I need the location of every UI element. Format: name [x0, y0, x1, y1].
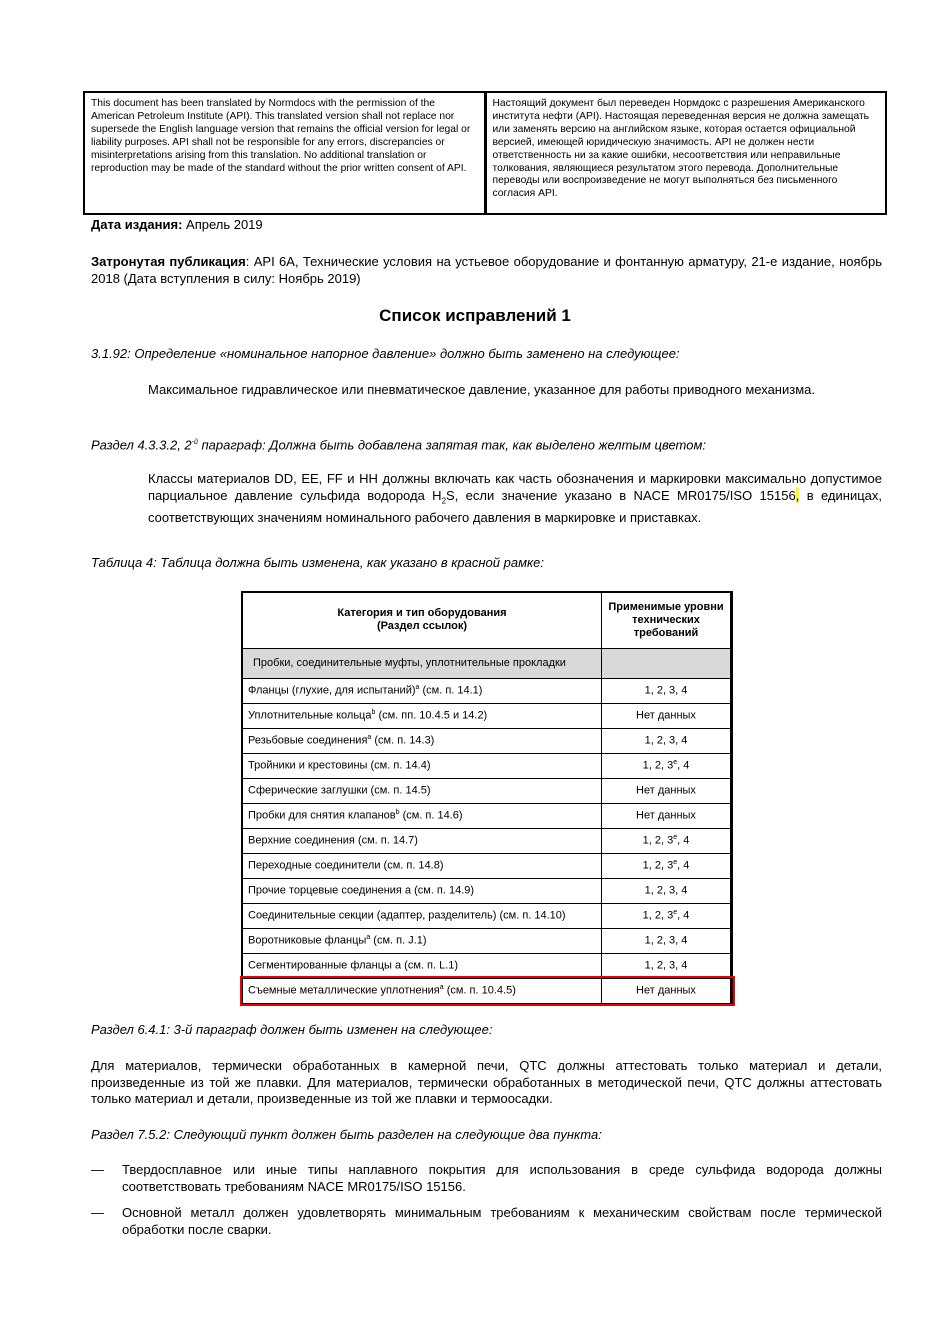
levels-cell	[602, 728, 732, 753]
footnote-mark: a	[415, 684, 420, 692]
group-label: Пробки, соединительные муфты, уплотнительные прокладки	[242, 648, 602, 678]
name-text: Прочие торцевые соединения а (см. п. 14.9)	[248, 884, 475, 897]
levels-text: Нет данных	[636, 784, 696, 797]
levels-footnote: e	[673, 909, 678, 917]
name-text: Воротниковые фланцы	[248, 934, 367, 947]
levels-text: 1, 2, 3	[642, 759, 674, 772]
affected-publication	[91, 254, 882, 287]
levels-footnote: e	[673, 859, 678, 867]
reference-text: (см. п. 14.6)	[399, 809, 463, 822]
section-heading: Таблица 4: Таблица должна быть изменена, как указано в красной рамке:	[91, 555, 544, 570]
table-row	[242, 803, 732, 828]
body-part: в единицах, соответствующих значениям номинального рабочего давления в маркировке и приставках.	[148, 487, 883, 525]
levels-text: Нет данных	[636, 984, 696, 997]
table-row	[242, 828, 732, 853]
table-row	[242, 678, 732, 703]
footnote-mark: b	[395, 809, 400, 817]
list-dash: —	[91, 1205, 104, 1220]
name-text: Фланцы (глухие, для испытаний)	[248, 684, 416, 697]
reference-text: (см. п. 10.4.5)	[443, 984, 516, 997]
table-row	[242, 728, 732, 753]
equipment-name	[242, 853, 602, 878]
equipment-table	[241, 591, 733, 1005]
publication-value: : API 6A, Технические условия на устьевое оборудование и фонтанную арматуру, 21-е издание, ноябрь 2018 (Дата вступления в силу: Ноябрь 2019)	[91, 254, 882, 286]
levels-cell	[602, 828, 732, 853]
section-body: Максимальное гидравлическое или пневматическое давление, указанное для работы приводного механизма.	[148, 382, 815, 397]
notice-russian: Настоящий документ был переведен Нормдокс с разрешения Американского института нефти (API). Настоящая переведенная версия не должна замещать или заменять версию на английском языке, которая остается официальной версией, имеющей юридическую значимость. API не должен нести ответственность ни за какие ошибки, несоответствия или неправильные толкования, являющиеся результатом этого перевода. Дополнительные переводы или воспроизведение не могут выполняться без письменного согласия API.	[484, 93, 886, 213]
levels-text: 1, 2, 3, 4	[644, 734, 688, 747]
footnote-mark: a	[366, 934, 371, 942]
column-header-category: Категория и тип оборудования (Раздел ссылок)	[242, 592, 602, 648]
body-part: S, если значение указано в NACE MR0175/ISO 15156	[446, 487, 796, 503]
issue-date-value: Апрель 2019	[182, 217, 263, 232]
footnote-mark: a	[367, 734, 372, 742]
name-text: Сегментированные фланцы а (см. п. L.1)	[248, 959, 459, 972]
equipment-name	[242, 778, 602, 803]
levels-text: , 4	[677, 859, 690, 872]
name-text: Пробки для снятия клапанов	[248, 809, 396, 822]
name-text: Резьбовые соединения	[248, 734, 368, 747]
table-row	[242, 753, 732, 778]
levels-footnote: e	[673, 834, 678, 842]
equipment-name	[242, 703, 602, 728]
section-heading: Раздел 7.5.2: Следующий пункт должен быть разделен на следующие два пункта:	[91, 1127, 602, 1142]
equipment-name	[242, 728, 602, 753]
section-heading: 3.1.92: Определение «номинальное напорное давление» должно быть заменено на следующее:	[91, 346, 680, 361]
equipment-name	[242, 928, 602, 953]
levels-text: , 4	[677, 759, 690, 772]
levels-text: 1, 2, 3, 4	[644, 684, 688, 697]
name-text: Уплотнительные кольца	[248, 709, 372, 722]
heading-sup: -й	[191, 439, 198, 446]
publication-label: Затронутая публикация	[91, 254, 246, 269]
red-highlight-box	[240, 976, 735, 1006]
name-text: Сферические заглушки (см. п. 14.5)	[248, 784, 431, 797]
table-row	[242, 953, 732, 978]
list-item: Основной металл должен удовлетворять минимальным требованиям к механическим свойствам после термической обработки после сварки.	[122, 1205, 882, 1237]
levels-cell	[602, 703, 732, 728]
issue-date-label: Дата издания:	[91, 217, 183, 232]
section-body: Для материалов, термически обработанных в камерной печи, QTC должны аттестовать только материал и детали, произведенные из той же плавки. Для материалов, термически обработанных в методической печи, QTC должны аттестовать только материал и детали, произведенные из той же плавки и термоосадки.	[91, 1058, 882, 1106]
footnote-mark: a	[439, 984, 444, 992]
table-row	[242, 878, 732, 903]
levels-cell	[602, 878, 732, 903]
table-row	[242, 928, 732, 953]
levels-cell	[602, 753, 732, 778]
name-text: Тройники и крестовины (см. п. 14.4)	[248, 759, 431, 772]
equipment-name	[242, 753, 602, 778]
heading-part: Раздел 4.3.3.2, 2	[91, 437, 192, 453]
levels-text: , 4	[677, 834, 690, 847]
footnote-mark: b	[371, 709, 376, 717]
levels-text: 1, 2, 3, 4	[644, 884, 688, 897]
table-row	[242, 903, 732, 928]
column-header-levels: Применимые уровни технических требований	[602, 592, 732, 648]
levels-text: 1, 2, 3	[642, 859, 674, 872]
reference-text: (см. п. 14.1)	[419, 684, 483, 697]
section-heading: Раздел 6.4.1: 3-й параграф должен быть изменен на следующее:	[91, 1022, 493, 1037]
levels-text: 1, 2, 3, 4	[644, 934, 688, 947]
levels-text: , 4	[677, 909, 690, 922]
equipment-name	[242, 803, 602, 828]
levels-text: 1, 2, 3	[642, 834, 674, 847]
name-text: Съемные металлические уплотнения	[248, 984, 440, 997]
reference-text: (см. п. J.1)	[370, 934, 427, 947]
levels-cell	[602, 903, 732, 928]
list-dash: —	[91, 1162, 104, 1177]
table-row	[242, 778, 732, 803]
equipment-name	[242, 678, 602, 703]
levels-text: 1, 2, 3	[642, 909, 674, 922]
section-body	[148, 471, 882, 526]
heading-part: параграф: Должна быть добавлена запятая так, как выделено желтым цветом:	[197, 437, 706, 453]
table-row	[242, 703, 732, 728]
levels-text: Нет данных	[636, 709, 696, 722]
body-sub: 2	[441, 496, 447, 506]
page-title: Список исправлений 1	[379, 306, 571, 325]
name-text: Верхние соединения (см. п. 14.7)	[248, 834, 418, 847]
levels-footnote: e	[673, 759, 678, 767]
levels-cell	[602, 853, 732, 878]
levels-cell	[602, 678, 732, 703]
equipment-name	[242, 903, 602, 928]
name-text: Переходные соединители (см. п. 14.8)	[248, 859, 444, 872]
levels-text: Нет данных	[636, 809, 696, 822]
issue-date	[91, 217, 882, 234]
notice-english: This document has been translated by Normdocs with the permission of the American Petroleum Institute (API). This translated version shall not replace nor supersede the English language version that remains the official version for legal or liability purposes. API shall not be responsible for any errors, discrepancies or misinterpretations arising from this translation. No additional translation or reproduction may be made of the standard without the prior written consent of API.	[91, 98, 471, 174]
translation-notice	[83, 91, 887, 215]
reference-text: (см. пп. 10.4.5 и 14.2)	[375, 709, 488, 722]
levels-cell	[602, 928, 732, 953]
section-heading	[91, 435, 882, 454]
levels-cell	[602, 778, 732, 803]
list-item: Твердосплавное или иные типы наплавного покрытия для использования в среде сульфида водорода должны соответствовать требованиям NACE MR0175/ISO 15156.	[122, 1162, 882, 1194]
group-row	[242, 648, 732, 678]
levels-cell	[602, 803, 732, 828]
table-row	[242, 853, 732, 878]
levels-cell	[602, 953, 732, 978]
equipment-name	[242, 828, 602, 853]
body-part: Классы материалов DD, EE, FF и HH должны включать как часть обозначения и маркировки максимально допустимое парциальное давление сульфида водорода H	[148, 471, 882, 503]
highlighted-comma: ,	[795, 487, 800, 503]
name-text: Соединительные секции (адаптер, разделитель) (см. п. 14.10)	[248, 909, 566, 922]
equipment-name	[242, 878, 602, 903]
equipment-name	[242, 953, 602, 978]
levels-text: 1, 2, 3, 4	[644, 959, 688, 972]
reference-text: (см. п. 14.3)	[371, 734, 435, 747]
group-empty	[602, 648, 732, 678]
